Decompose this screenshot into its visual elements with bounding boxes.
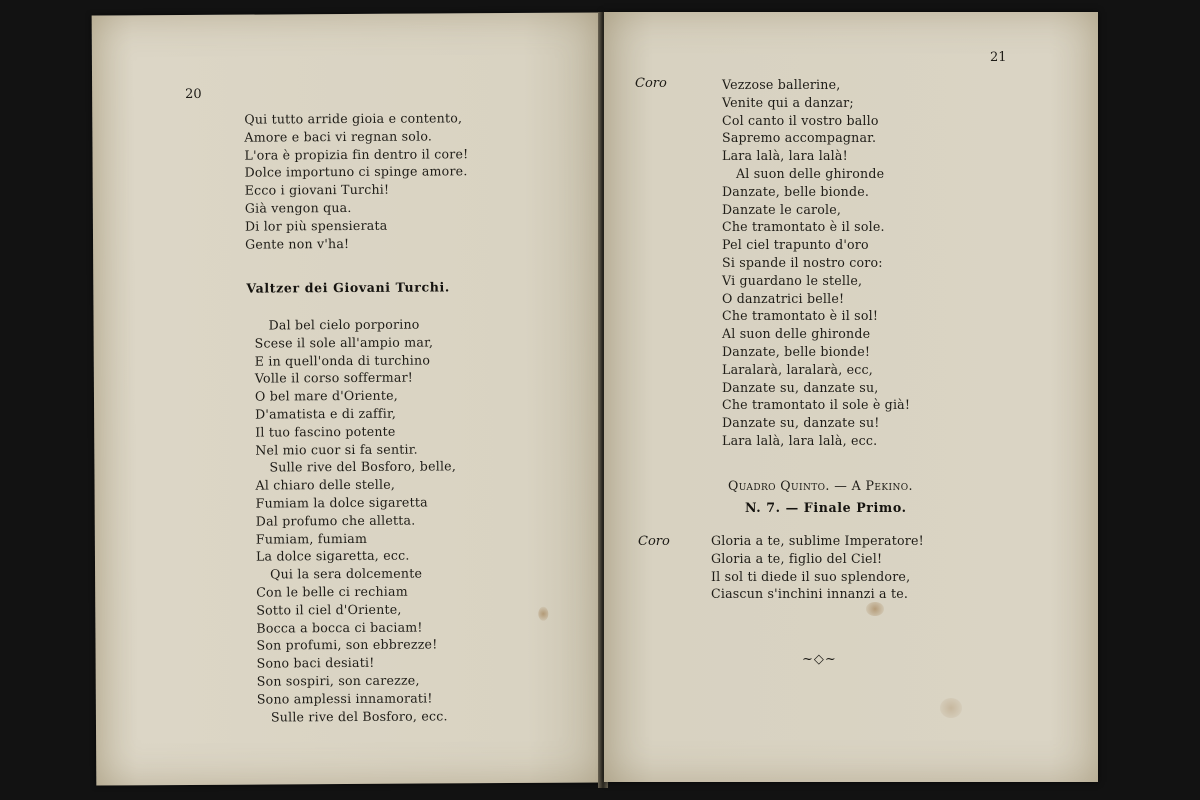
intro-stanza xyxy=(244,109,469,253)
verse-line: L'ora è propizia fin dentro il core! xyxy=(244,145,469,163)
verse-line: Gloria a te, sublime Imperatore! xyxy=(711,533,924,548)
paper-stain xyxy=(866,602,884,616)
verse-line: Son sospiri, son carezze, xyxy=(256,672,420,689)
verse-line: Nel mio cuor si fa sentir. xyxy=(255,441,418,458)
verse-line: Venite qui a danzar; xyxy=(722,94,854,110)
ornament-divider: ~◇~ xyxy=(802,652,837,667)
verse-line: Al chiaro delle stelle, xyxy=(255,476,396,493)
verse-line: Al suon delle ghironde xyxy=(722,326,871,342)
verse-line: Danzate su, danzate su, xyxy=(722,379,879,395)
verse-line: Si spande il nostro coro: xyxy=(722,254,883,270)
verse-line: D'amatista e di zaffir, xyxy=(255,405,397,422)
verse-line: Fumiam, fumiam xyxy=(255,530,368,547)
verse-line: Volle il corso soffermar! xyxy=(254,369,414,386)
speaker-coro-2: Coro xyxy=(638,534,670,549)
verse-line: Ciascun s'inchini innanzi a te. xyxy=(711,586,909,602)
verse-line: Sapremo accompagnar. xyxy=(722,130,877,146)
paper-stain xyxy=(538,607,548,621)
finale-heading: N. 7. — Finale Primo. xyxy=(745,500,907,515)
verse-line: La dolce sigaretta, ecc. xyxy=(255,547,410,564)
verse-line: O danzatrici belle! xyxy=(722,290,845,306)
verse-line: Il sol ti diede il suo splendore, xyxy=(711,568,911,584)
verse-line: Lara lalà, lara lalà! xyxy=(722,148,848,164)
verse-line: E in quell'onda di turchino xyxy=(254,352,431,369)
page-number-right: 21 xyxy=(990,50,1007,65)
verse-line: Vi guardano le stelle, xyxy=(722,272,863,288)
verse-line: Il tuo fascino potente xyxy=(255,423,396,440)
right-page xyxy=(604,12,1098,782)
verse-line: Danzate, belle bionde! xyxy=(722,343,871,359)
verse-line: Con le belle ci rechiam xyxy=(256,583,408,600)
verse-line: Gente non v'ha! xyxy=(245,235,350,252)
scene-heading: Quadro Quinto. — A Pekino. xyxy=(728,478,913,493)
verse-line: Sono amplessi innamorati! xyxy=(256,690,433,707)
verse-line: Sulle rive del Bosforo, belle, xyxy=(269,458,457,475)
verse-line: Fumiam la dolce sigaretta xyxy=(255,494,428,511)
verse-line: Che tramontato è il sole. xyxy=(722,219,885,235)
chorus-stanza xyxy=(722,76,910,450)
verse-line: Amore e baci vi regnan solo. xyxy=(244,128,433,145)
finale-stanza xyxy=(711,532,924,603)
verse-line: Danzate su, danzate su! xyxy=(722,415,880,431)
waltz-heading: Valtzer dei Giovani Turchi. xyxy=(246,279,450,296)
speaker-coro-1: Coro xyxy=(635,76,667,91)
verse-line: Dal bel cielo porporino xyxy=(268,316,420,333)
verse-line: Dal profumo che alletta. xyxy=(255,512,416,529)
verse-line: Sotto il ciel d'Oriente, xyxy=(256,601,402,618)
verse-line: O bel mare d'Oriente, xyxy=(254,387,399,404)
verse-line: Al suon delle ghironde xyxy=(736,165,885,181)
verse-line: Gloria a te, figlio del Ciel! xyxy=(711,550,883,566)
verse-line: Già vengon qua. xyxy=(244,199,352,216)
verse-line: Qui tutto arride gioia e contento, xyxy=(244,110,463,127)
verse-line: Danzate, belle bionde. xyxy=(722,183,870,199)
verse-line: Dolce importuno ci spinge amore. xyxy=(244,163,468,181)
verse-line: Sulle rive del Bosforo, ecc. xyxy=(270,707,448,725)
verse-line: Che tramontato è il sol! xyxy=(722,308,879,324)
verse-line: Scese il sole all'ampio mar, xyxy=(254,334,434,351)
verse-line: Col canto il vostro ballo xyxy=(722,112,879,128)
verse-line: Son profumi, son ebbrezze! xyxy=(256,636,438,653)
verse-line: Danzate le carole, xyxy=(722,201,842,217)
verse-line: Bocca a bocca ci baciam! xyxy=(256,619,423,636)
verse-line: Pel ciel trapunto d'oro xyxy=(722,237,869,253)
verse-line: Laralarà, laralarà, ecc, xyxy=(722,361,873,377)
waltz-stanza xyxy=(254,315,457,726)
paper-stain xyxy=(940,698,962,718)
left-page xyxy=(92,12,605,785)
verse-line: Di lor più spensierata xyxy=(244,217,388,234)
verse-line: Lara lalà, lara lalà, ecc. xyxy=(722,432,878,448)
verse-line: Che tramontato il sole è già! xyxy=(722,397,911,413)
page-number-left: 20 xyxy=(185,86,202,102)
verse-line: Ecco i giovani Turchi! xyxy=(244,181,390,198)
verse-line: Qui la sera dolcemente xyxy=(270,565,423,582)
verse-line: Vezzose ballerine, xyxy=(722,77,841,92)
verse-line: Sono baci desiati! xyxy=(256,654,375,671)
